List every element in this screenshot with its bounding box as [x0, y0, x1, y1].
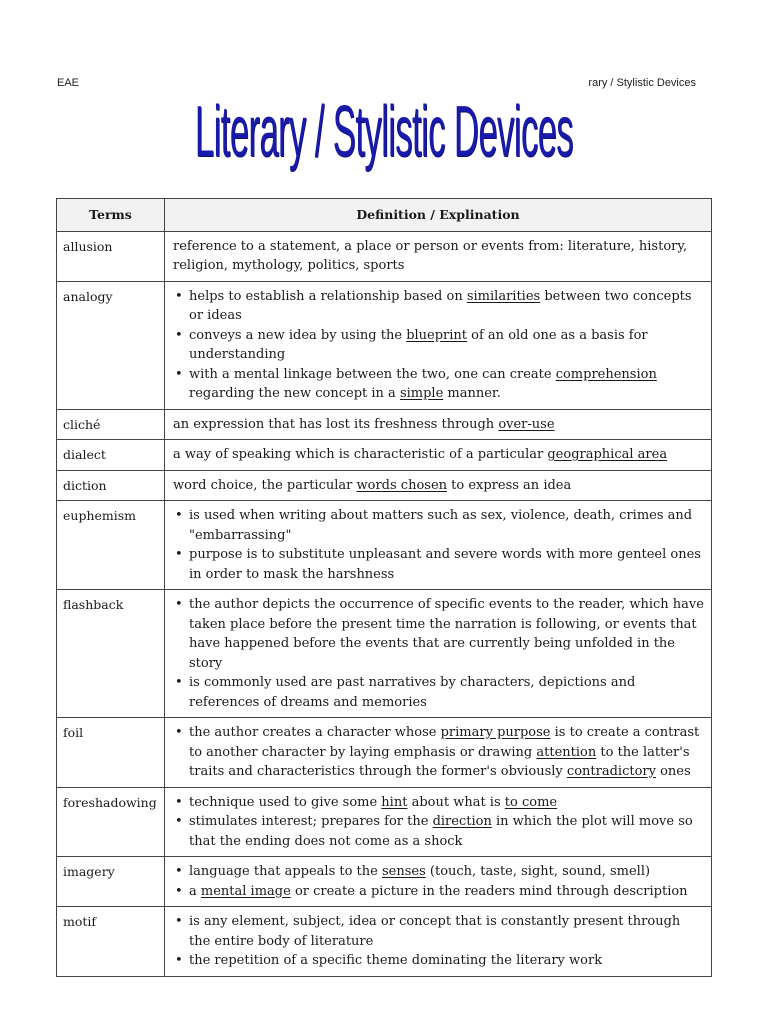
emphasized-term: direction: [432, 814, 492, 829]
definition-cell: [165, 440, 712, 471]
term-cell: motif: [57, 907, 165, 977]
header-right: rary / Stylistic Devices: [588, 77, 696, 89]
table-header-row: [57, 199, 712, 232]
definition-cell: [165, 590, 712, 718]
bullet-item: [189, 287, 704, 326]
table-body: [57, 231, 712, 976]
text-segment: technique used to give some: [189, 794, 382, 810]
emphasized-term: blueprint: [406, 327, 468, 343]
bullet-item: [189, 365, 704, 404]
text-segment: purpose is to substitute unpleasant and severe words with more genteel ones in order to mask the harshness: [189, 547, 701, 582]
definition-cell: [165, 787, 712, 857]
table-row: [57, 787, 712, 857]
definition-cell: [165, 857, 712, 907]
text-segment: conveys a new idea by using the: [189, 327, 407, 343]
bullet-item: [189, 545, 704, 584]
definition-cell: reference to a statement, a place or person or events from: literature, history, religion, mythology, politics, sports: [165, 231, 712, 281]
bullet-item: [189, 326, 704, 365]
definition-cell: [165, 718, 712, 788]
table-row: [57, 231, 712, 281]
bullet-list: [173, 287, 704, 404]
text-segment: ones: [655, 764, 691, 779]
text-segment: helps to establish a relationship based on: [189, 288, 467, 304]
bullet-item: [189, 812, 704, 851]
table-row: [57, 470, 712, 501]
header-left: EAE: [57, 77, 80, 89]
text-segment: regarding the new concept in a: [189, 386, 400, 401]
term-cell: analogy: [57, 281, 165, 409]
term-cell: diction: [57, 470, 165, 501]
emphasized-term: mental image: [200, 883, 291, 899]
term-cell: foreshadowing: [57, 787, 165, 857]
text-segment: the repetition of a specific theme dominating the literary work: [189, 953, 603, 968]
table-row: [57, 718, 712, 788]
definition-cell: [165, 907, 712, 977]
table-row: [57, 440, 712, 471]
text-segment: manner.: [443, 386, 501, 401]
table-row: [57, 409, 712, 440]
text-segment: about what is: [407, 794, 505, 810]
column-header-definition: Definition / Explination: [165, 199, 712, 232]
term-cell: flashback: [57, 590, 165, 718]
table-row: [57, 907, 712, 977]
bullet-item: [189, 595, 704, 673]
table-row: [57, 501, 712, 590]
text-segment: word choice, the particular: [173, 477, 357, 493]
definition-cell: [165, 281, 712, 409]
text-segment: a: [189, 883, 201, 899]
emphasized-term: words chosen: [356, 477, 448, 493]
bullet-item: [189, 951, 704, 971]
text-segment: stimulates interest; prepares for the: [189, 814, 433, 829]
text-segment: a way of speaking which is characteristic of a particular: [173, 447, 548, 462]
emphasized-term: senses: [381, 864, 426, 879]
emphasized-term: to come: [504, 794, 558, 810]
definition-cell: [165, 409, 712, 440]
page-title-wrap: [0, 89, 768, 172]
column-header-terms: Terms: [57, 199, 165, 232]
text-segment: the author creates a character whose: [189, 725, 441, 740]
text-segment: to the latter's traits and characteristics through the former's obviously: [189, 744, 690, 779]
bullet-list: [173, 595, 704, 712]
page-title: Literary / Stylistic Devices: [194, 89, 574, 172]
text-segment: or create a picture in the readers mind through description: [290, 883, 688, 899]
emphasized-term: geographical area: [547, 447, 668, 462]
text-segment: of an old one as a basis for understanding: [189, 327, 648, 362]
text-segment: with a mental linkage between the two, one can create: [189, 366, 556, 382]
text-segment: is to create a contrast to another character by laying emphasis or drawing: [189, 725, 700, 760]
text-segment: (touch, taste, sight, sound, smell): [425, 864, 651, 879]
bullet-item: [189, 506, 704, 545]
emphasized-term: hint: [381, 794, 408, 810]
table-row: [57, 857, 712, 907]
bullet-item: [189, 882, 704, 902]
term-cell: cliché: [57, 409, 165, 440]
text-segment: is used when writing about matters such as sex, violence, death, crimes and "embarrassing": [189, 508, 693, 543]
emphasized-term: simple: [399, 386, 444, 401]
bullet-item: [189, 673, 704, 712]
bullet-item: [189, 793, 704, 813]
text-segment: between two concepts or ideas: [189, 288, 692, 323]
term-cell: euphemism: [57, 501, 165, 590]
definition-cell: [165, 470, 712, 501]
bullet-list: [173, 506, 704, 584]
bullet-item: [189, 912, 704, 951]
term-cell: imagery: [57, 857, 165, 907]
table-row: [57, 590, 712, 718]
definition-cell: [165, 501, 712, 590]
bullet-item: [189, 723, 704, 782]
emphasized-term: primary purpose: [440, 725, 551, 740]
text-segment: the author depicts the occurrence of specific events to the reader, which have taken place before the present time the narration is following, or events that have happened before the events that are currently being unfolded in the story: [189, 597, 704, 671]
text-segment: to express an idea: [447, 477, 572, 493]
emphasized-term: similarities: [466, 288, 541, 304]
emphasized-term: comprehension: [555, 366, 657, 382]
text-segment: in which the plot will move so that the ending does not come as a shock: [189, 814, 693, 849]
devices-table: [56, 198, 712, 977]
term-cell: allusion: [57, 231, 165, 281]
emphasized-term: attention: [536, 744, 597, 760]
bullet-list: [173, 793, 704, 852]
bullet-list: [173, 912, 704, 971]
text-segment: language that appeals to the: [189, 864, 382, 879]
text-segment: is any element, subject, idea or concept that is constantly present through the entire body of literature: [189, 914, 681, 949]
text-segment: is commonly used are past narratives by characters, depictions and references of dreams and memories: [189, 675, 636, 710]
term-cell: dialect: [57, 440, 165, 471]
emphasized-term: contradictory: [566, 764, 656, 779]
bullet-item: [189, 862, 704, 882]
emphasized-term: over-use: [498, 416, 555, 432]
table-row: [57, 281, 712, 409]
text-segment: an expression that has lost its freshness through: [173, 416, 499, 432]
bullet-list: [173, 723, 704, 782]
term-cell: foil: [57, 718, 165, 788]
bullet-list: [173, 862, 704, 901]
